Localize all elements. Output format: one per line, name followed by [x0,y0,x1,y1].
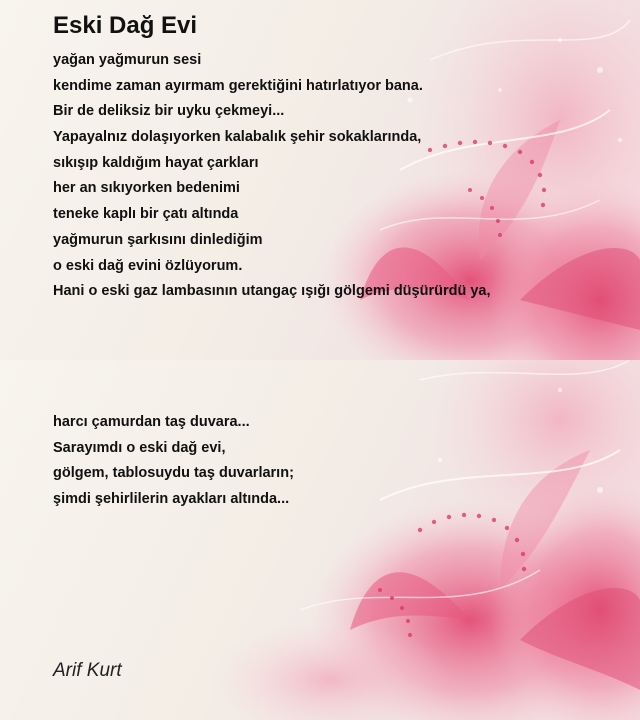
poem-line: harcı çamurdan taş duvara... [53,414,250,430]
poem-line: teneke kaplı bir çatı altında [53,206,239,223]
poem-line: Yapayalnız dolaşıyorken kalabalık şehir sokaklarında, [53,129,422,146]
poem-line: şimdi şehirlilerin ayakları altında... [53,491,290,508]
poem-line: Hani o eski gaz lambasının utangaç ışığı gölgemi düşürürdü ya, [53,283,491,300]
poem-line: kendime zaman ayırmam gerektiğini hatırlatıyor bana. [53,77,423,94]
poem-line: her an sıkıyorken bedenimi [53,180,240,197]
poem-line: yağan yağmurun sesi [53,52,202,68]
poem-stanza-bottom [53,410,294,513]
poem-line: Sarayımdı o eski dağ evi, [53,439,226,456]
poem-line: gölgem, tablosuydu taş duvarların; [53,465,294,482]
poem-line: Bir de deliksiz bir uyku çekmeyi... [53,103,285,120]
poem-stanza-top [53,48,491,305]
poem-line: yağmurun şarkısını dinlediğim [53,231,263,248]
poem-line: o eski dağ evini özlüyorum. [53,257,243,274]
poem-author: Arif Kurt [53,660,122,681]
poem-line: sıkışıp kaldığım hayat çarkları [53,154,259,171]
poem-title: Eski Dağ Evi [53,12,198,39]
